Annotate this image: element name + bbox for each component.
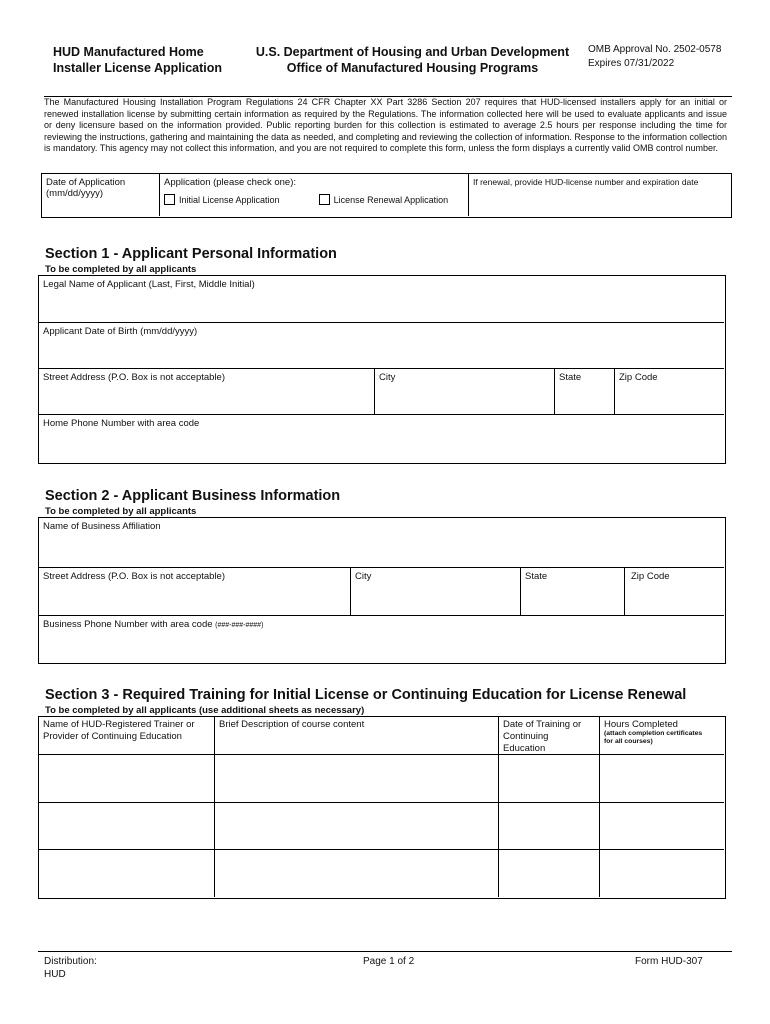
training-header-trainer	[39, 717, 215, 755]
training-row2-date[interactable]	[499, 803, 600, 850]
training-row2-trainer[interactable]	[39, 803, 215, 850]
page-number: Page 1 of 2	[363, 956, 415, 967]
business-name-field[interactable]	[39, 518, 724, 568]
home-phone-field[interactable]	[39, 415, 724, 462]
form-title-line1: HUD Manufactured Home	[53, 45, 204, 59]
trainer-header-line2: Provider of Continuing Education	[43, 731, 182, 742]
business-phone-label: Business Phone Number with area code	[43, 619, 213, 630]
application-type-label: Application (please check one):	[164, 177, 297, 188]
form-title	[53, 44, 222, 76]
street-address-field[interactable]	[39, 369, 375, 415]
city-field[interactable]	[375, 369, 555, 415]
trainer-header-line1: Name of HUD-Registered Trainer or	[43, 719, 195, 730]
omb-info	[588, 43, 721, 71]
omb-approval: OMB Approval No. 2502-0578	[588, 44, 722, 55]
training-row1-hours[interactable]	[600, 755, 724, 803]
business-name-label: Name of Business Affiliation	[43, 521, 161, 532]
agency-name	[250, 44, 575, 76]
section2-table	[38, 517, 726, 664]
zip-code-field[interactable]	[615, 369, 724, 415]
business-street-label: Street Address (P.O. Box is not acceptable)	[43, 571, 226, 582]
footer-divider	[38, 951, 732, 952]
intro-paragraph: The Manufactured Housing Installation Program Regulations 24 CFR Chapter XX Part 3286 Section 207 requires that HUD-licensed installers apply for an initial or renewed installation license by submitting certain information as required by the Regulations. The information collected here will be used to evaluate applicants and issue or deny licensure based on the information provided. Public reporting burden for this collection is estimated to average 2.5 hours per response including the time for reviewing the instructions, gathering and maintaining the data as needed, and completing and reviewing the collection of information. Response to the information collection is mandatory. This agency may not collect this information, and you are not required to complete this form, unless the form displays a currently valid OMB control number.	[44, 97, 727, 154]
agency-line1: U.S. Department of Housing and Urban Development	[255, 45, 570, 59]
training-row3-trainer[interactable]	[39, 850, 215, 897]
application-date-label-2: (mm/dd/yyyy)	[46, 188, 103, 199]
distribution-value: HUD	[44, 969, 66, 980]
street-address-label: Street Address (P.O. Box is not acceptable)	[43, 372, 226, 383]
birth-date-field[interactable]	[39, 323, 724, 369]
date-header-line3: Education	[503, 743, 546, 754]
date-header-line2: Continuing	[503, 731, 549, 742]
renewal-license-checkbox[interactable]	[319, 194, 330, 205]
training-header-hours	[600, 717, 724, 755]
section1-title: Section 1 - Applicant Personal Information	[45, 246, 337, 262]
renewal-license-label: License Renewal Application	[333, 195, 449, 205]
business-street-field[interactable]	[39, 568, 351, 616]
business-phone-format: (###-###-####)	[215, 622, 264, 629]
section2-subtitle: To be completed by all applicants	[45, 506, 197, 517]
description-header-label: Brief Description of course content	[219, 719, 365, 730]
state-label: State	[559, 372, 582, 383]
agency-line2: Office of Manufactured Housing Programs	[286, 61, 539, 75]
training-row3-description[interactable]	[215, 850, 499, 897]
business-zip-field[interactable]	[625, 568, 724, 616]
city-label: City	[379, 372, 396, 383]
hours-header-note-2: for all courses)	[604, 738, 653, 745]
training-header-date	[499, 717, 600, 755]
section3-subtitle: To be completed by all applicants (use additional sheets as necessary)	[45, 705, 365, 716]
date-header-line1: Date of Training or	[503, 719, 582, 730]
business-state-field[interactable]	[521, 568, 625, 616]
business-zip-label: Zip Code	[631, 571, 670, 582]
business-city-field[interactable]	[351, 568, 521, 616]
application-date-label-1: Date of Application	[46, 177, 126, 188]
section1-table	[38, 275, 726, 464]
application-type-field	[160, 174, 469, 216]
distribution-label: Distribution:	[44, 956, 97, 967]
section3-title: Section 3 - Required Training for Initial License or Continuing Education for License Renewal	[45, 687, 687, 703]
training-row1-trainer[interactable]	[39, 755, 215, 803]
application-info-box	[41, 173, 732, 218]
initial-license-label: Initial License Application	[179, 195, 280, 205]
home-phone-label: Home Phone Number with area code	[43, 418, 200, 429]
form-number: Form HUD-307	[635, 956, 703, 967]
training-row2-description[interactable]	[215, 803, 499, 850]
renewal-license-field[interactable]	[469, 174, 730, 216]
state-field[interactable]	[555, 369, 615, 415]
training-row1-date[interactable]	[499, 755, 600, 803]
business-state-label: State	[525, 571, 548, 582]
hours-header-label: Hours Completed	[604, 719, 678, 730]
footer-distribution	[44, 955, 97, 981]
training-row3-date[interactable]	[499, 850, 600, 897]
initial-license-checkbox[interactable]	[164, 194, 175, 205]
training-table	[38, 716, 726, 899]
legal-name-label: Legal Name of Applicant (Last, First, Middle Initial)	[43, 279, 255, 290]
business-city-label: City	[355, 571, 372, 582]
zip-code-label: Zip Code	[619, 372, 658, 383]
section2-title: Section 2 - Applicant Business Information	[45, 488, 341, 504]
training-row2-hours[interactable]	[600, 803, 724, 850]
hours-header-note-1: (attach completion certificates	[604, 730, 703, 737]
birth-date-label: Applicant Date of Birth (mm/dd/yyyy)	[43, 326, 198, 337]
application-date-field[interactable]	[42, 174, 160, 216]
legal-name-field[interactable]	[39, 276, 724, 323]
section1-subtitle: To be completed by all applicants	[45, 264, 197, 275]
business-phone-field[interactable]	[39, 616, 724, 662]
training-header-description	[215, 717, 499, 755]
renewal-license-label-text: If renewal, provide HUD-license number and expiration date	[473, 177, 699, 187]
training-row1-description[interactable]	[215, 755, 499, 803]
form-title-line2: Installer License Application	[53, 61, 223, 75]
training-row3-hours[interactable]	[600, 850, 724, 897]
omb-expiration: Expires 07/31/2022	[588, 58, 675, 69]
